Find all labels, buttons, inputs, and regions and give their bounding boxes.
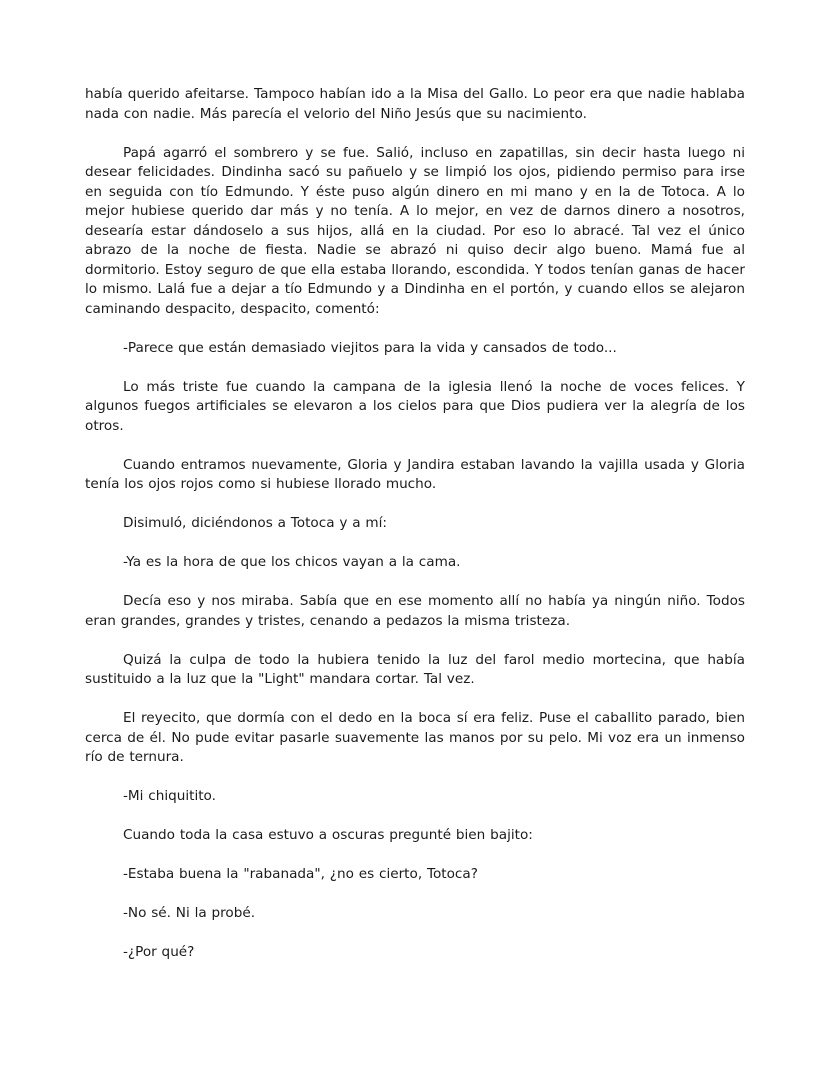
paragraph: Decía eso y nos miraba. Sabía que en ese momento allí no había ya ningún niño. Todos eran grandes, grandes y tristes, cenando a pedazos la misma tristeza. xyxy=(85,593,745,629)
paragraph: Cuando toda la casa estuvo a oscuras pregunté bien bajito: xyxy=(123,827,533,843)
document-body xyxy=(85,85,745,982)
paragraph: El reyecito, que dormía con el dedo en la boca sí era feliz. Puse el caballito parado, bien cerca de él. No pude evitar pasarle suavemente las manos por su pelo. Mi voz era un inmenso río de ternura. xyxy=(85,710,745,765)
dialogue-line: -Parece que están demasiado viejitos para la vida y cansados de todo... xyxy=(123,339,617,356)
paragraph: Disimuló, diciéndonos a Totoca y a mí: xyxy=(123,515,387,531)
paragraph: Quizá la culpa de todo la hubiera tenido la luz del farol medio mortecina, que había sustituido a la luz que la "Light" mandara cortar. Tal vez. xyxy=(85,651,745,687)
paragraph: Cuando entramos nuevamente, Gloria y Jandira estaban lavando la vajilla usada y Gloria tenía los ojos rojos como si hubiese llorado mucho. xyxy=(85,456,745,492)
dialogue-line: -Estaba buena la "rabanada", ¿no es cierto, Totoca? xyxy=(123,866,478,882)
dialogue-line: -Ya es la hora de que los chicos vayan a la cama. xyxy=(123,554,461,570)
dialogue-line: -Mi chiquitito. xyxy=(123,788,216,804)
paragraph: Papá agarró el sombrero y se fue. Salió, incluso en zapatillas, sin decir hasta luego ni desear felicidades. Dindinha sacó su pañuelo y se limpió los ojos, pidiendo permiso para irse en seguida con tío Edmundo. Y éste puso algún dinero en mi mano y en la de Totoca. A lo mejor hubiese querido dar más y no tenía. A lo mejor, en vez de darnos dinero a nosotros, desearía estar dándoselo a sus hijos, allá en la ciudad. Por eso lo abracé. Tal vez el único abrazo de la noche de fiesta. Nadie se abrazó ni quiso decir algo bueno. Mamá fue al dormitorio. Estoy seguro de que ella estaba llorando, escondida. Y todos tenían ganas de hacer lo mismo. Lalá fue a dejar a tío Edmundo y a Dindinha en el portón, y cuando ellos se alejaron caminando despacito, despacito, comentó: xyxy=(85,144,745,317)
dialogue-line: -No sé. Ni la probé. xyxy=(123,905,256,921)
dialogue-line: -¿Por qué? xyxy=(123,944,195,960)
paragraph: Lo más triste fue cuando la campana de la iglesia llenó la noche de voces felices. Y algunos fuegos artificiales se elevaron a los cielos para que Dios pudiera ver la alegría de los otros. xyxy=(85,378,745,434)
paragraph: había querido afeitarse. Tampoco habían ido a la Misa del Gallo. Lo peor era que nadie hablaba nada con nadie. Más parecía el velorio del Niño Jesús que su nacimiento. xyxy=(85,86,745,122)
